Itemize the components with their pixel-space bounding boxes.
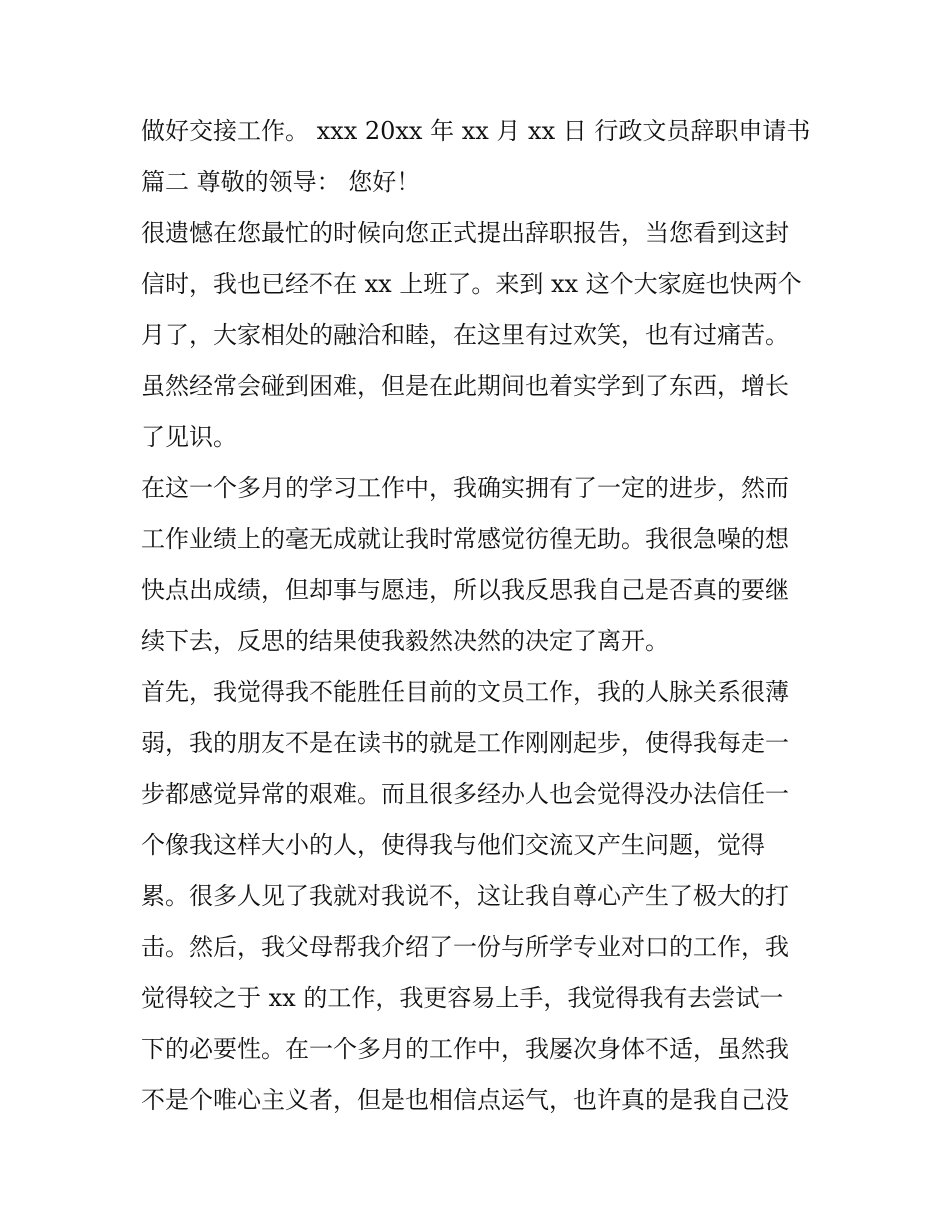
text-line: 个像我这样大小的人，使得我与他们交流又产生问题，觉得 <box>141 831 765 859</box>
text-line: 击。然后，我父母帮我介绍了一份与所学专业对口的工作，我 <box>141 933 789 961</box>
text-line: 累。很多人见了我就对我说不，这让我自尊心产生了极大的打 <box>141 882 789 910</box>
text-line: 觉得较之于 xx 的工作，我更容易上手，我觉得我有去尝试一 <box>141 984 784 1012</box>
text-line: 不是个唯心主义者，但是也相信点运气，也许真的是我自己没 <box>141 1086 789 1114</box>
text-line: 续下去，反思的结果使我毅然决然的决定了离开。 <box>141 627 669 655</box>
text-line: 步都感觉异常的艰难。而且很多经办人也会觉得没办法信任一 <box>141 780 789 808</box>
text-line: 弱，我的朋友不是在读书的就是工作刚刚起步，使得我每走一 <box>141 729 789 757</box>
text-line: 篇二 尊敬的领导： 您好！ <box>141 168 421 196</box>
text-line: 首先，我觉得我不能胜任目前的文员工作，我的人脉关系很薄 <box>141 678 789 706</box>
text-line: 做好交接工作。 xxx 20xx 年 xx 月 xx 日 行政文员辞职申请书 <box>141 117 811 145</box>
text-line: 了见识。 <box>141 423 237 451</box>
text-line: 工作业绩上的毫无成就让我时常感觉彷徨无助。我很急噪的想 <box>141 525 789 553</box>
text-line: 月了，大家相处的融洽和睦，在这里有过欢笑，也有过痛苦。 <box>141 321 789 349</box>
text-line: 在这一个多月的学习工作中，我确实拥有了一定的进步，然而 <box>141 474 789 502</box>
text-line: 信时，我也已经不在 xx 上班了。来到 xx 这个大家庭也快两个 <box>141 270 802 298</box>
document-body <box>141 106 821 1126</box>
text-line: 虽然经常会碰到困难，但是在此期间也着实学到了东西，增长 <box>141 372 789 400</box>
text-line: 快点出成绩，但却事与愿违，所以我反思我自己是否真的要继 <box>141 576 789 604</box>
text-line: 很遗憾在您最忙的时候向您正式提出辞职报告，当您看到这封 <box>141 219 789 247</box>
text-line: 下的必要性。在一个多月的工作中，我屡次身体不适，虽然我 <box>141 1035 789 1063</box>
